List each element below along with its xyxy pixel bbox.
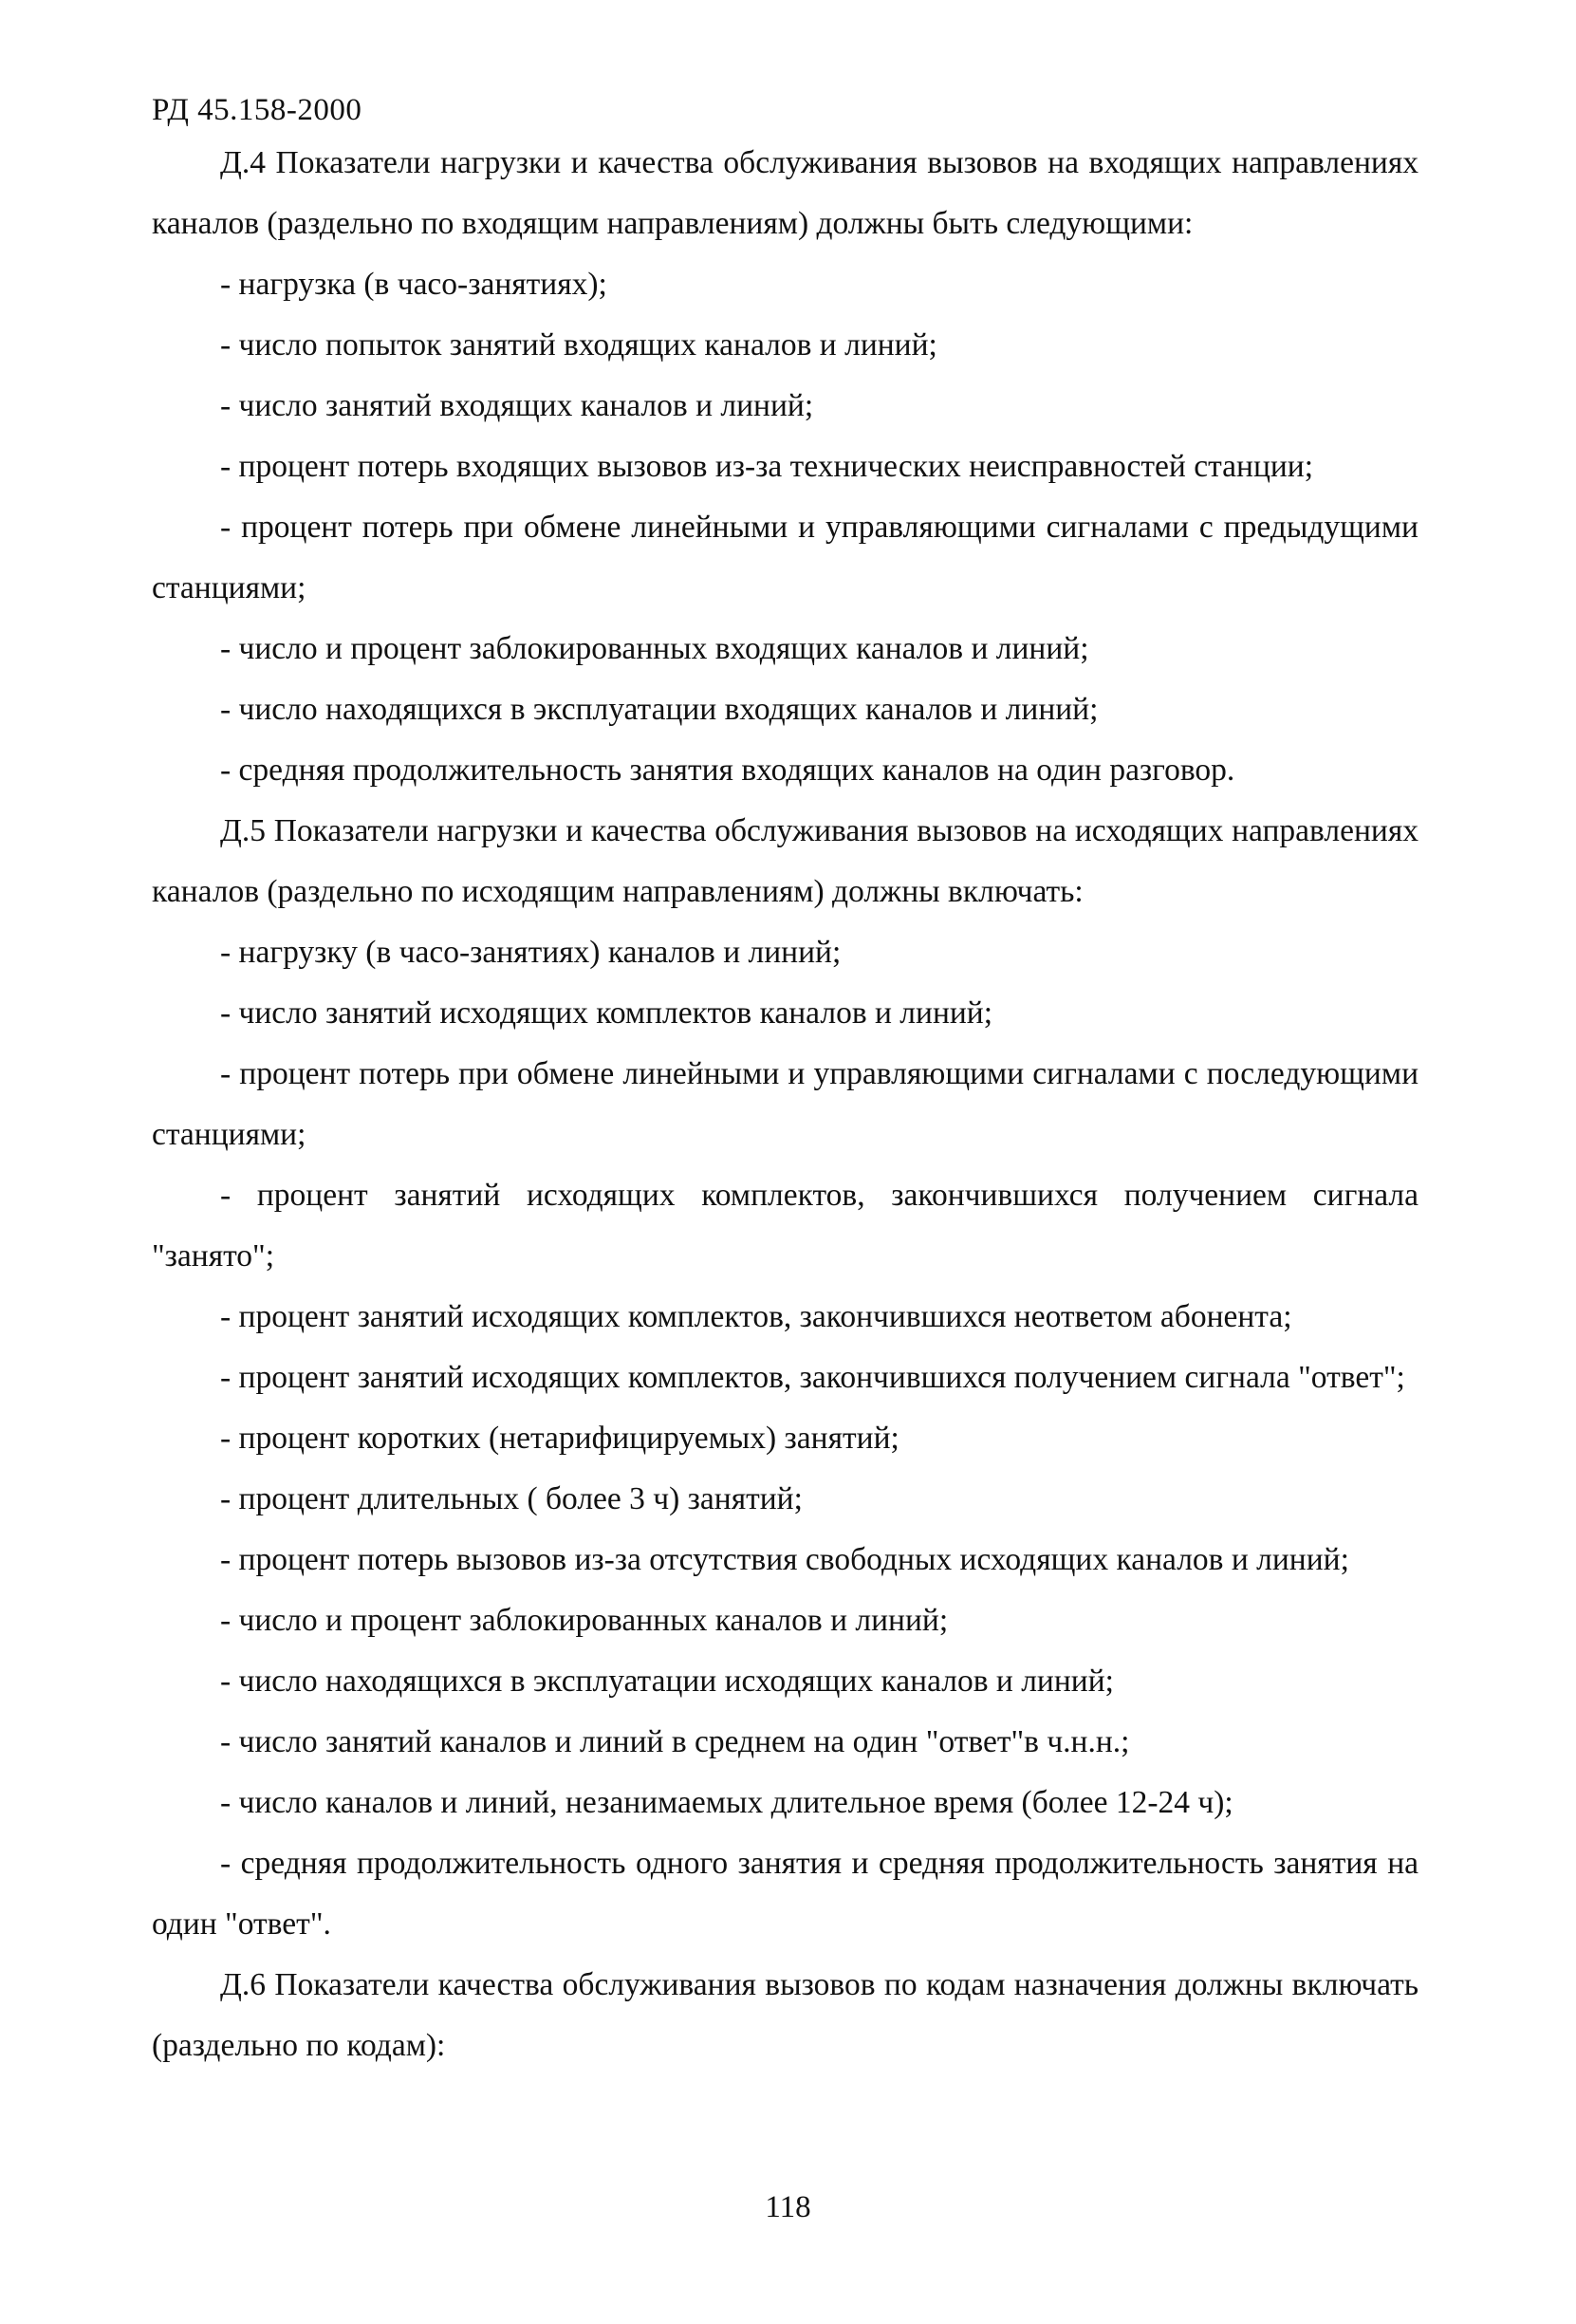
list-item: - процент потерь при обмене линейными и управляющими сигналами с предыдущими станциями; <box>152 510 1418 605</box>
list-item: - нагрузку (в часо-занятиях) каналов и линий; <box>220 935 842 970</box>
document-header: РД 45.158-2000 <box>152 93 362 127</box>
list-item: - число попыток занятий входящих каналов и линий; <box>220 327 937 363</box>
document-body <box>152 133 1418 2076</box>
list-item: - средняя продолжительность одного занятия и средняя продолжительность занятия на один "ответ". <box>152 1846 1418 1942</box>
list-item: - процент потерь входящих вызовов из-за технических неисправностей станции; <box>220 449 1314 484</box>
list-item: - нагрузка (в часо-занятиях); <box>220 267 607 302</box>
section-paragraph-d4: Д.4 Показатели нагрузки и качества обслуживания вызовов на входящих направлениях каналов (раздельно по входящим направлениям) должны быть следующими: <box>152 145 1418 241</box>
section-paragraph-d6: Д.6 Показатели качества обслуживания вызовов по кодам назначения должны включать (раздельно по кодам): <box>152 1967 1418 2063</box>
list-item: - процент занятий исходящих комплектов, закончившихся неответом абонента; <box>220 1299 1292 1334</box>
list-item: - процент потерь вызовов из-за отсутствия свободных исходящих каналов и линий; <box>220 1542 1349 1577</box>
page-number: 118 <box>765 2190 811 2224</box>
list-item: - число находящихся в эксплуатации входящих каналов и линий; <box>220 692 1099 727</box>
list-item: - процент длительных ( более 3 ч) занятий; <box>220 1481 803 1516</box>
list-item: - процент коротких (нетарифицируемых) занятий; <box>220 1421 899 1456</box>
list-item: - число занятий каналов и линий в среднем на один "ответ"в ч.н.н.; <box>220 1724 1130 1759</box>
list-item: - число и процент заблокированных каналов и линий; <box>220 1603 949 1638</box>
list-item: - число и процент заблокированных входящих каналов и линий; <box>220 631 1089 666</box>
section-paragraph-d5: Д.5 Показатели нагрузки и качества обслуживания вызовов на исходящих направлениях каналов (раздельно по исходящим направлениям) должны включать: <box>152 813 1418 909</box>
list-item: - число занятий исходящих комплектов каналов и линий; <box>220 995 993 1031</box>
list-item: - число каналов и линий, незанимаемых длительное время (более 12-24 ч); <box>220 1785 1233 1820</box>
list-item: - процент потерь при обмене линейными и управляющими сигналами с последующими станциями; <box>152 1056 1418 1152</box>
list-item: - средняя продолжительность занятия входящих каналов на один разговор. <box>220 753 1235 788</box>
list-item: - процент занятий исходящих комплектов, закончившихся получением сигнала "ответ"; <box>220 1360 1405 1395</box>
list-item: - число занятий входящих каналов и линий; <box>220 388 814 423</box>
list-item: - процент занятий исходящих комплектов, закончившихся получением сигнала "занято"; <box>152 1178 1418 1274</box>
list-item: - число находящихся в эксплуатации исходящих каналов и линий; <box>220 1664 1114 1699</box>
